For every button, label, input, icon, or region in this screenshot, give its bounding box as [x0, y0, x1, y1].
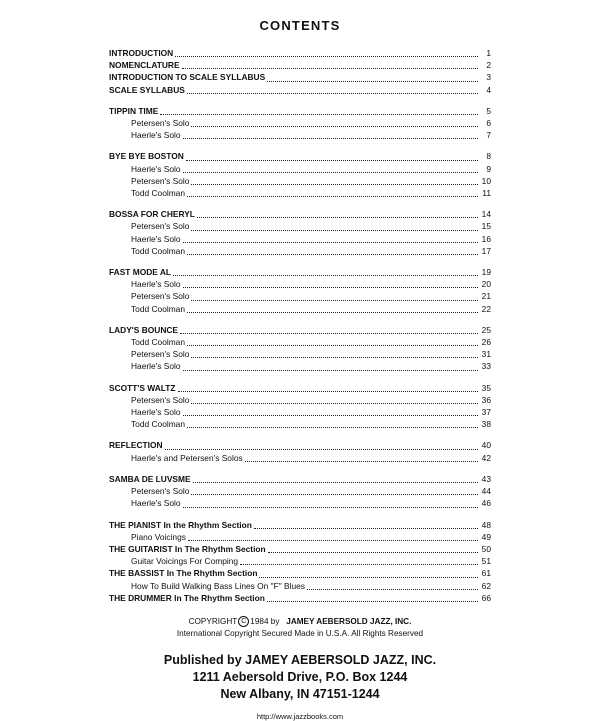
toc-entry-label: Petersen's Solo: [131, 486, 190, 497]
toc-entry-sub[interactable]: [109, 303, 491, 315]
toc-entry-label: FAST MODE AL: [109, 267, 172, 278]
page-footer: [0, 616, 600, 721]
toc-entry-page-number: 14: [481, 209, 491, 220]
toc-entry-main[interactable]: [109, 71, 491, 83]
toc-entry-label: SAMBA DE LUVSME: [109, 473, 191, 484]
toc-entry-page-number: 31: [481, 349, 491, 360]
toc-entry-label: TIPPIN TIME: [109, 105, 159, 116]
toc-entry-sub[interactable]: [109, 129, 491, 141]
toc-entry-main[interactable]: [109, 324, 491, 336]
toc-spacer: [109, 199, 491, 208]
toc-entry-page-number: 1: [486, 48, 491, 58]
toc-entry-label: Todd Coolman: [131, 303, 186, 314]
copyright-word: COPYRIGHT: [188, 616, 238, 626]
toc-entry-page-number: 43: [481, 473, 491, 484]
copyright-symbol-icon: C: [238, 616, 249, 627]
toc-entry-main[interactable]: [109, 208, 491, 220]
toc-entry-sub[interactable]: [109, 531, 491, 543]
toc-entry-page-number: 61: [481, 568, 491, 579]
toc-entry-page-number: 50: [481, 543, 491, 554]
toc-entry-page-number: 38: [481, 419, 491, 430]
toc-leader-dots: [191, 395, 478, 404]
toc-entry-page-number: 62: [481, 580, 491, 591]
toc-entry-label: Petersen's Solo: [131, 349, 190, 360]
copyright-block: [0, 616, 600, 640]
toc-entry-main[interactable]: [109, 59, 491, 71]
toc-entry-page-number: 22: [481, 303, 491, 314]
toc-leader-dots: [178, 383, 479, 392]
toc-entry-page-number: 33: [481, 361, 491, 372]
toc-entry-sub[interactable]: [109, 117, 491, 129]
toc-entry-page-number: 66: [481, 592, 491, 603]
toc-entry-label: NOMENCLATURE: [109, 60, 180, 71]
toc-leader-dots: [183, 407, 478, 416]
toc-entry-sub[interactable]: [109, 245, 491, 257]
toc-leader-dots: [245, 453, 478, 462]
toc-entry-page-number: 26: [481, 337, 491, 348]
toc-entry-label: Petersen's Solo: [131, 291, 190, 302]
toc-entry-label: BYE BYE BOSTON: [109, 151, 184, 162]
table-of-contents: [109, 47, 491, 604]
publisher-block: [0, 652, 600, 703]
toc-entry-label: Piano Voicings: [131, 531, 186, 542]
toc-leader-dots: [175, 48, 478, 57]
toc-entry-label: Guitar Voicings For Comping: [131, 556, 239, 567]
toc-leader-dots: [187, 337, 478, 346]
toc-leader-dots: [160, 106, 478, 115]
toc-leader-dots: [193, 474, 478, 483]
copyright-holder: JAMEY AEBERSOLD JAZZ, INC.: [286, 616, 412, 626]
toc-entry-page-number: 2: [486, 60, 491, 71]
toc-entry-label: Petersen's Solo: [131, 221, 190, 232]
toc-entry-label: Petersen's Solo: [131, 175, 190, 186]
toc-entry-label: SCALE SYLLABUS: [109, 84, 185, 95]
toc-entry-page-number: 49: [481, 531, 491, 542]
toc-entry-page-number: 35: [481, 382, 491, 393]
toc-leader-dots: [187, 246, 478, 255]
toc-spacer: [109, 315, 491, 324]
toc-spacer: [109, 464, 491, 473]
toc-entry-main[interactable]: [109, 105, 491, 117]
toc-entry-main[interactable]: [109, 567, 491, 579]
toc-entry-sub[interactable]: [109, 290, 491, 302]
toc-entry-page-number: 7: [486, 130, 491, 141]
toc-entry-page-number: 51: [481, 556, 491, 567]
copyright-line-1: [0, 616, 600, 628]
toc-entry-page-number: 16: [481, 233, 491, 244]
toc-entry-label: INTRODUCTION: [109, 48, 174, 58]
toc-entry-page-number: 42: [481, 452, 491, 463]
toc-entry-label: THE DRUMMER In The Rhythm Section: [109, 592, 265, 603]
toc-entry-sub[interactable]: [109, 452, 491, 464]
publisher-website[interactable]: http://www.jazzbooks.com: [256, 711, 344, 721]
toc-entry-sub[interactable]: [109, 175, 491, 187]
toc-leader-dots: [307, 581, 478, 590]
toc-leader-dots: [180, 325, 478, 334]
toc-entry-label: SCOTT'S WALTZ: [109, 382, 176, 393]
toc-leader-dots: [187, 419, 478, 428]
publisher-address: 1211 Aebersold Drive, P.O. Box 1244: [192, 669, 408, 684]
toc-entry-label: Todd Coolman: [131, 419, 186, 430]
toc-leader-dots: [183, 499, 478, 508]
toc-entry-page-number: 17: [481, 245, 491, 256]
toc-leader-dots: [186, 152, 478, 161]
toc-entry-main[interactable]: [109, 439, 491, 451]
toc-entry-sub[interactable]: [109, 394, 491, 406]
toc-entry-label: Haerle's Solo: [131, 130, 181, 141]
page-title: CONTENTS: [259, 18, 341, 33]
toc-spacer: [109, 373, 491, 382]
toc-entry-label: Haerle's Solo: [131, 361, 181, 372]
toc-entry-sub[interactable]: [109, 406, 491, 418]
toc-entry-sub[interactable]: [109, 278, 491, 290]
toc-entry-label: Todd Coolman: [131, 337, 186, 348]
toc-entry-main[interactable]: [109, 473, 491, 485]
toc-entry-label: Haerle's Solo: [131, 407, 181, 418]
toc-entry-label: Haerle's and Petersen's Solos: [131, 452, 243, 463]
toc-spacer: [109, 141, 491, 150]
toc-entry-page-number: 48: [481, 519, 491, 530]
toc-entry-sub[interactable]: [109, 485, 491, 497]
toc-entry-page-number: 21: [481, 291, 491, 302]
toc-leader-dots: [191, 349, 478, 358]
toc-leader-dots: [183, 234, 478, 243]
toc-entry-page-number: 10: [481, 175, 491, 186]
toc-entry-label: Petersen's Solo: [131, 118, 190, 129]
toc-entry-sub[interactable]: [109, 187, 491, 199]
toc-entry-sub[interactable]: [109, 220, 491, 232]
toc-entry-page-number: 44: [481, 486, 491, 497]
toc-entry-main[interactable]: [109, 592, 491, 604]
toc-spacer: [109, 510, 491, 519]
toc-leader-dots: [240, 556, 478, 565]
toc-leader-dots: [187, 304, 478, 313]
toc-entry-page-number: 3: [486, 72, 491, 83]
toc-entry-label: Todd Coolman: [131, 188, 186, 199]
toc-entry-label: REFLECTION: [109, 440, 163, 451]
toc-leader-dots: [267, 73, 478, 82]
toc-entry-page-number: 25: [481, 324, 491, 335]
toc-entry-main[interactable]: [109, 84, 491, 96]
toc-entry-main[interactable]: [109, 150, 491, 162]
toc-entry-page-number: 46: [481, 498, 491, 509]
toc-leader-dots: [191, 118, 478, 127]
toc-leader-dots: [197, 209, 478, 218]
copyright-line-2: International Copyright Secured Made in U.S.A. All Rights Reserved: [176, 628, 424, 638]
toc-leader-dots: [187, 85, 478, 94]
toc-entry-sub[interactable]: [109, 497, 491, 509]
toc-leader-dots: [173, 267, 478, 276]
toc-entry-sub[interactable]: [109, 163, 491, 175]
toc-entry-sub[interactable]: [109, 360, 491, 372]
toc-entry-page-number: 40: [481, 440, 491, 451]
toc-entry-label: BOSSA FOR CHERYL: [109, 209, 195, 220]
toc-entry-label: Todd Coolman: [131, 245, 186, 256]
toc-entry-page-number: 37: [481, 407, 491, 418]
toc-entry-sub[interactable]: [109, 580, 491, 592]
toc-leader-dots: [188, 532, 478, 541]
toc-entry-label: THE PIANIST In the Rhythm Section: [109, 519, 252, 530]
toc-entry-main[interactable]: [109, 543, 491, 555]
toc-spacer: [109, 96, 491, 105]
toc-entry-main[interactable]: [109, 266, 491, 278]
toc-entry-label: Haerle's Solo: [131, 279, 181, 290]
toc-spacer: [109, 257, 491, 266]
toc-entry-label: INTRODUCTION TO SCALE SYLLABUS: [109, 72, 266, 83]
toc-leader-dots: [191, 176, 478, 185]
toc-entry-label: LADY'S BOUNCE: [109, 324, 178, 335]
toc-entry-sub[interactable]: [109, 555, 491, 567]
toc-entry-page-number: 19: [481, 267, 491, 278]
toc-entry-page-number: 11: [482, 188, 491, 199]
toc-leader-dots: [183, 130, 478, 139]
toc-entry-label: THE BASSIST In The Rhythm Section: [109, 568, 258, 579]
toc-entry-main[interactable]: [109, 47, 491, 59]
toc-entry-label: THE GUITARIST In The Rhythm Section: [109, 543, 266, 554]
toc-leader-dots: [165, 441, 478, 450]
toc-leader-dots: [183, 362, 478, 371]
toc-leader-dots: [187, 188, 478, 197]
toc-entry-main[interactable]: [109, 382, 491, 394]
toc-entry-page-number: 6: [486, 118, 491, 129]
toc-entry-page-number: 8: [486, 151, 491, 162]
toc-leader-dots: [191, 222, 478, 231]
publisher-name: Published by JAMEY AEBERSOLD JAZZ, INC.: [163, 652, 437, 667]
toc-entry-page-number: 5: [486, 105, 491, 116]
toc-leader-dots: [182, 60, 478, 69]
toc-entry-page-number: 4: [486, 84, 491, 95]
toc-leader-dots: [191, 486, 478, 495]
toc-entry-label: Haerle's Solo: [131, 163, 181, 174]
toc-leader-dots: [183, 164, 478, 173]
toc-entry-label: Petersen's Solo: [131, 394, 190, 405]
toc-leader-dots: [268, 544, 478, 553]
toc-entry-label: How To Build Walking Bass Lines On "F" Blues: [131, 580, 305, 591]
toc-entry-label: Haerle's Solo: [131, 233, 181, 244]
toc-entry-page-number: 36: [481, 394, 491, 405]
toc-spacer: [109, 430, 491, 439]
toc-leader-dots: [183, 279, 478, 288]
publisher-city: New Albany, IN 47151-1244: [220, 686, 380, 701]
toc-leader-dots: [259, 569, 478, 578]
toc-leader-dots: [254, 520, 478, 529]
toc-entry-sub[interactable]: [109, 418, 491, 430]
toc-entry-sub[interactable]: [109, 336, 491, 348]
toc-entry-main[interactable]: [109, 519, 491, 531]
toc-leader-dots: [191, 292, 478, 301]
toc-entry-page-number: 9: [486, 163, 491, 174]
copyright-year: 1984 by: [250, 616, 280, 626]
toc-entry-label: Haerle's Solo: [131, 498, 181, 509]
toc-leader-dots: [267, 593, 478, 602]
toc-entry-page-number: 15: [481, 221, 491, 232]
toc-entry-sub[interactable]: [109, 233, 491, 245]
toc-entry-page-number: 20: [481, 279, 491, 290]
toc-entry-sub[interactable]: [109, 348, 491, 360]
